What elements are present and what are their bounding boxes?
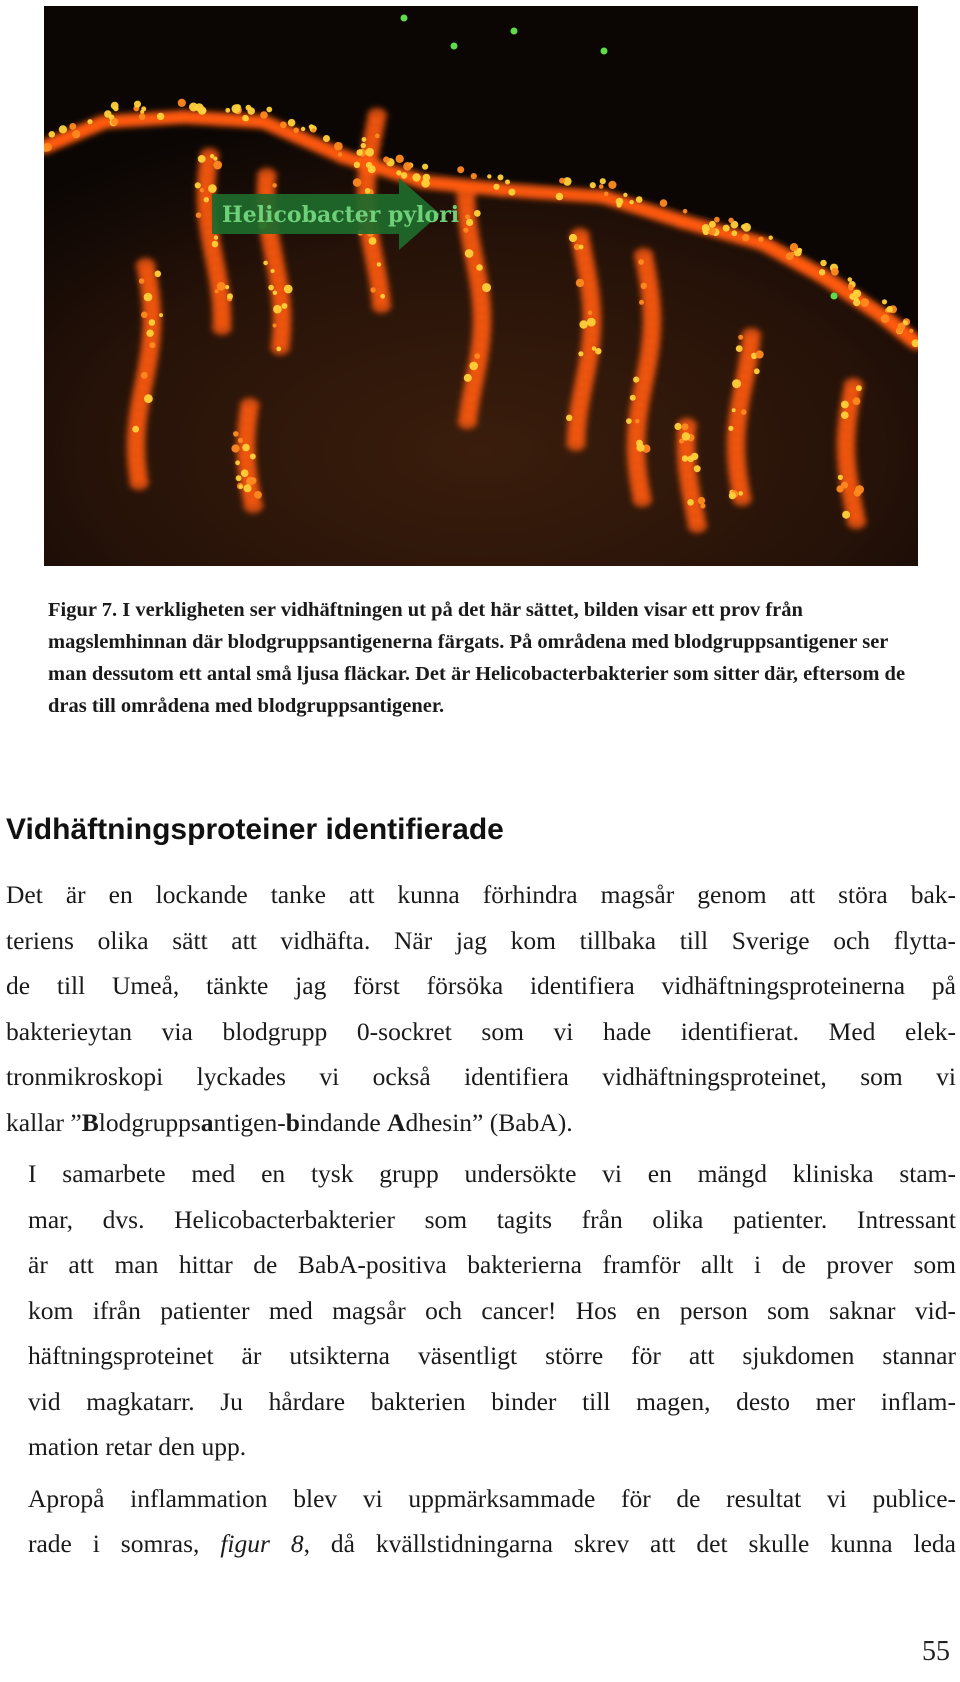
- text-line: kom ifrån patienter med magsår och cancer! Hos en person som saknar vid-: [28, 1295, 956, 1325]
- micrograph-image: [44, 6, 918, 566]
- text-line: är att man hittar de BabA-positiva bakterierna framför allt i de prover som: [28, 1250, 956, 1279]
- paragraph-3: [6, 1476, 956, 1567]
- overlay-label: Helicobacter pylori: [222, 202, 460, 228]
- text-line: vid magkatarr. Ju hårdare bakterien binder till magen, desto mer inflam-: [28, 1386, 956, 1416]
- text-line: de till Umeå, tänkte jag först försöka identifiera vidhäftningsproteinerna på: [6, 971, 956, 1000]
- page-number: 55: [922, 1636, 950, 1667]
- text-line: Apropå inflammation blev vi uppmärksammade för de resultat vi publice-: [28, 1483, 956, 1513]
- text-line: I samarbete med en tysk grupp undersökte vi en mängd kliniska stam-: [28, 1159, 956, 1188]
- figure-caption: [48, 594, 922, 722]
- caption-prefix: Figur 7.: [48, 599, 118, 621]
- paragraph-1: [6, 872, 956, 1145]
- caption-text: I verkligheten ser vidhäftningen ut på det här sättet, bilden visar ett prov från magslemhinnan där blodgruppsantigenerna färgats. På områdena med blodgruppsantigener ser man dessutom ett antal små ljusa fläckar. Det är Helicobacterbakterier som sitter där, eftersom de dras till områdena med blodgruppsantigener.: [48, 599, 906, 717]
- figure-reference: figur 8: [220, 1529, 304, 1558]
- text-line: teriens olika sätt att vidhäfta. När jag kom tillbaka till Sverige och flytta-: [6, 925, 956, 955]
- text-line: mar, dvs. Helicobacterbakterier som tagits från olika patienter. Intressant: [28, 1204, 956, 1234]
- text-line: rade i somras, figur 8, då kvällstidningarna skrev att det skulle kunna leda: [28, 1529, 957, 1558]
- text-line: kallar ”Blodgruppsantigen-bindande Adhesin” (BabA).: [6, 1107, 573, 1137]
- body-text: [6, 872, 956, 1573]
- text-line: mation retar den upp.: [28, 1432, 247, 1461]
- text-line: tronmikroskopi lyckades vi också identifiera vidhäftningsproteinet, som vi: [6, 1062, 956, 1091]
- text-line: bakterieytan via blodgrupp 0-sockret som vi hade identifierat. Med elek-: [6, 1016, 956, 1046]
- paragraph-2: [6, 1151, 956, 1470]
- text-line: häftningsproteinet är utsikterna väsentligt större för att sjukdomen stannar: [28, 1341, 956, 1370]
- section-heading: Vidhäftningsproteiner identifierade: [6, 813, 504, 846]
- text-line: Det är en lockande tanke att kunna förhindra magsår genom att störa bak-: [6, 880, 956, 909]
- micrograph-figure: [44, 6, 918, 566]
